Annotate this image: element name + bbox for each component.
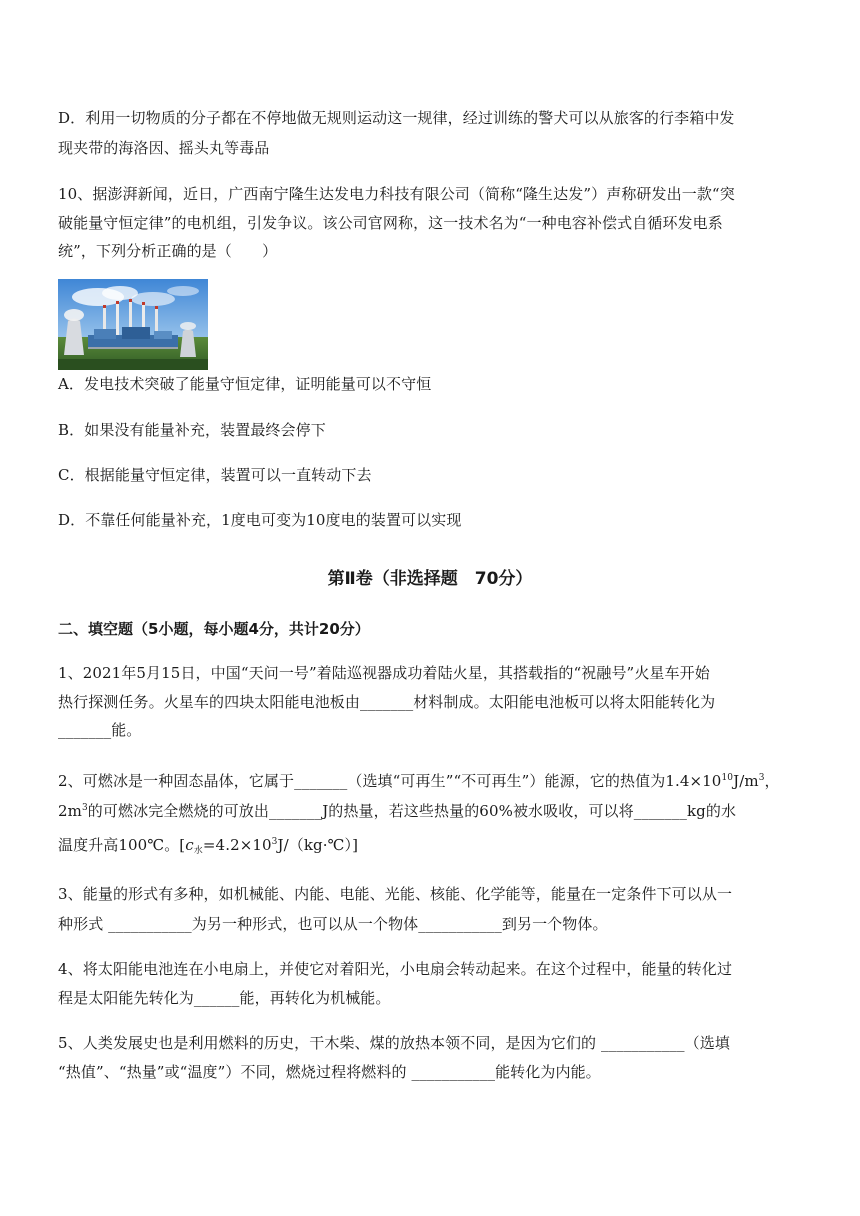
q10-stem-line3: 统”，下列分析正确的是（ ） — [58, 242, 278, 260]
power-plant-photo — [58, 279, 208, 370]
specific-heat-subscript: 水 — [193, 846, 203, 856]
heat-value-exponent: 10 — [721, 773, 734, 783]
q10-stem-line2: 破能量守恒定律”的电机组，引发争议。该公司官网称，这一技术名为“一种电容补偿式自循环发电系 — [58, 214, 723, 232]
q10-option-b: B．如果没有能量补充，装置最终会停下 — [58, 421, 326, 439]
volume-unit-exponent: 3 — [81, 803, 88, 813]
heat-value-unit-exponent: 3 — [758, 773, 765, 783]
fill-q2-line1 — [58, 768, 780, 791]
fill-q2-line1-text: 2、可燃冰是一种固态晶体，它属于_______（选填“可再生”“不可再生”）能源，它的热值为1.4×10 — [58, 772, 722, 790]
q10-option-a: A．发电技术突破了能量守恒定律，证明能量可以不守恒 — [58, 375, 432, 393]
volume-value: 2m — [58, 802, 82, 820]
fill-q4-line1: 4、将太阳能电池连在小电扇上，并使它对着阳光，小电扇会转动起来。在这个过程中，能量的转化过 — [58, 960, 733, 978]
section-title: 第Ⅱ卷（非选择题 70分） — [327, 569, 533, 589]
fill-q2-line2-text: 的可燃冰完全燃烧的可放出_______J的热量，若这些热量的60%被水吸收，可以将_______kg的水 — [87, 802, 737, 820]
specific-heat-value: =4.2×10 — [202, 836, 272, 854]
fill-q2-line1-tail: ， — [764, 772, 780, 790]
heat-value-unit: J/m — [733, 772, 759, 790]
specific-heat-unit: J/（kg·℃）] — [277, 836, 359, 854]
part-title: 二、填空题（5小题，每小题4分，共计20分） — [58, 620, 370, 638]
fill-q1-line1: 1、2021年5月15日，中国“天问一号”着陆巡视器成功着陆火星，其搭载指的“祝融号”火星车开始 — [58, 664, 710, 682]
fill-q5-line1: 5、人类发展史也是利用燃料的历史，干木柴、煤的放热本领不同，是因为它们的 ___________（选填 — [58, 1034, 730, 1052]
fill-q3-line2: 种形式 ___________为另一种形式，也可以从一个物体___________到另一个物体。 — [58, 915, 608, 933]
fill-q2-line3 — [58, 832, 358, 861]
fill-q4-line2: 程是太阳能先转化为______能，再转化为机械能。 — [58, 989, 391, 1007]
q10-option-c: C．根据能量守恒定律，装置可以一直转动下去 — [58, 466, 372, 484]
fill-q3-line1: 3、能量的形式有多种，如机械能、内能、电能、光能、核能、化学能等，能量在一定条件下可以从一 — [58, 885, 733, 903]
fill-q2-line2 — [58, 798, 736, 821]
specific-heat-symbol: c — [185, 836, 194, 854]
fill-q1-line3: _______能。 — [58, 721, 142, 739]
fill-q5-line2: “热值”、“热量”或“温度”）不同，燃烧过程将燃料的 ___________能转化为内能。 — [58, 1063, 601, 1081]
power-plant-illustration — [58, 279, 208, 370]
q10-option-d: D．不靠任何能量补充，1度电可变为10度电的装置可以实现 — [58, 511, 462, 529]
q9-option-d-line1: D．利用一切物质的分子都在不停地做无规则运动这一规律，经过训练的警犬可以从旅客的行李箱中发 — [58, 109, 735, 127]
fill-q2-line3-text: 温度升高100℃。[ — [58, 836, 186, 854]
q10-stem-line1: 10、据澎湃新闻，近日，广西南宁隆生达发电力科技有限公司（简称“隆生达发”）声称研发出一款“突 — [58, 185, 735, 203]
specific-heat-exponent: 3 — [271, 837, 278, 847]
q9-option-d-line2: 现夹带的海洛因、摇头丸等毒品 — [58, 139, 270, 157]
fill-q1-line2: 热行探测任务。火星车的四块太阳能电池板由_______材料制成。太阳能电池板可以将太阳能转化为 — [58, 693, 716, 711]
